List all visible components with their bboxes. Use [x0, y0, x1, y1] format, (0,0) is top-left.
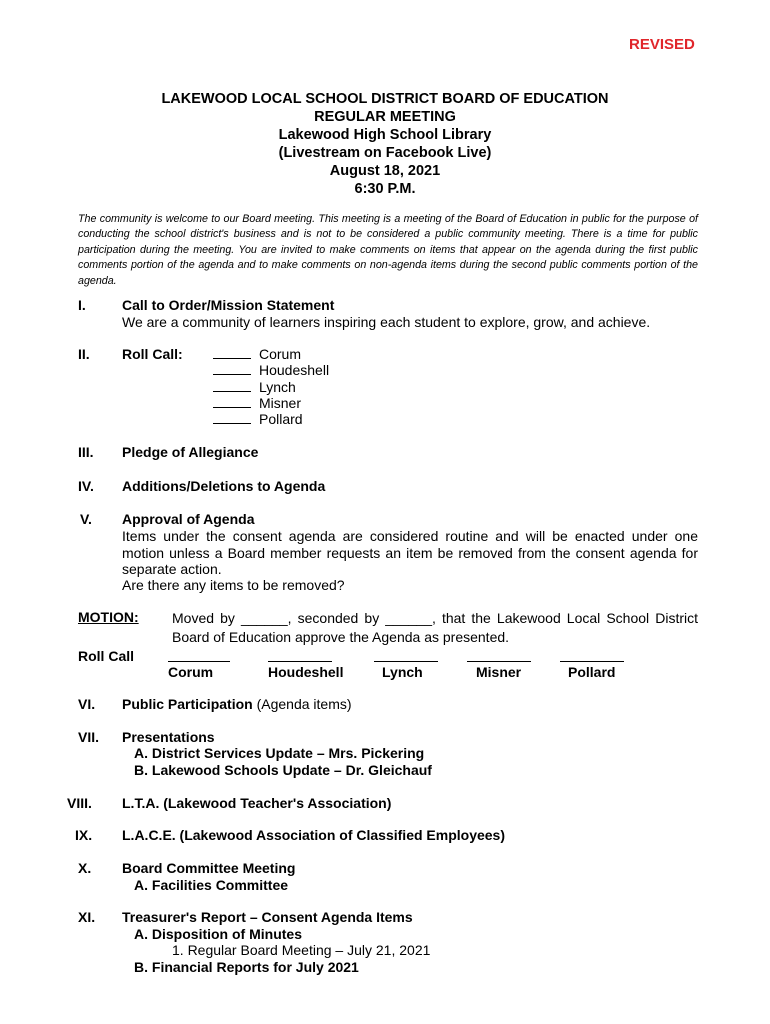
item-number: IV.: [78, 478, 94, 494]
roll-call-list: [213, 346, 329, 427]
vote-line[interactable]: [467, 661, 531, 662]
item-title: L.T.A. (Lakewood Teacher's Association): [122, 795, 392, 811]
header-date: August 18, 2021: [329, 163, 441, 179]
roll-call-vote-label: Roll Call: [78, 648, 135, 664]
document-header: [0, 90, 770, 198]
check-blank[interactable]: [213, 346, 251, 359]
vote-name: Misner: [476, 664, 522, 680]
item-title: Call to Order/Mission Statement: [122, 297, 335, 313]
item-title: Treasurer's Report – Consent Agenda Items: [122, 909, 413, 925]
header-time: 6:30 P.M.: [354, 181, 416, 197]
vote-name: Pollard: [568, 664, 616, 680]
item-number: III.: [78, 444, 94, 460]
roll-call-entry: Corum: [213, 346, 329, 362]
roll-call-entry: Lynch: [213, 379, 329, 395]
sub-item: B. Financial Reports for July 2021: [134, 959, 359, 975]
vote-line[interactable]: [268, 661, 332, 662]
sub-item: A. Facilities Committee: [134, 877, 289, 893]
item-number: V.: [80, 511, 92, 527]
item-title: Pledge of Allegiance: [122, 444, 259, 460]
vote-line[interactable]: [560, 661, 624, 662]
header-meeting-type: REGULAR MEETING: [314, 109, 456, 125]
check-blank[interactable]: [213, 395, 251, 408]
item-title: Board Committee Meeting: [122, 860, 296, 876]
item-number: II.: [78, 346, 90, 362]
roll-call-entry: Houdeshell: [213, 362, 329, 378]
item-title: Additions/Deletions to Agenda: [122, 478, 326, 494]
check-blank[interactable]: [213, 411, 251, 424]
item-title: Public Participation (Agenda items): [122, 696, 352, 712]
header-location: Lakewood High School Library: [278, 127, 492, 143]
vote-line[interactable]: [374, 661, 438, 662]
item-title: Approval of Agenda: [122, 511, 255, 527]
agenda-approval-text: Items under the consent agenda are considered routine and will be enacted under one motion unless a Board member requests an item be removed from the consent agenda for separate action.: [122, 528, 698, 577]
sub-item: A. District Services Update – Mrs. Pickering: [134, 745, 425, 761]
motion-label: MOTION:: [78, 609, 139, 625]
header-title: LAKEWOOD LOCAL SCHOOL DISTRICT BOARD OF EDUCATION: [161, 91, 609, 107]
vote-name: Lynch: [382, 664, 423, 680]
item-number: XI.: [78, 909, 96, 925]
revised-label: REVISED: [629, 36, 695, 53]
mission-statement: We are a community of learners inspiring each student to explore, grow, and achieve.: [122, 314, 651, 330]
item-number: X.: [78, 860, 92, 876]
roll-call-entry: Pollard: [213, 411, 329, 427]
item-number: VII.: [78, 729, 100, 745]
sub-item: B. Lakewood Schools Update – Dr. Gleichauf: [134, 762, 432, 778]
item-title: Presentations: [122, 729, 215, 745]
item-number: VI.: [78, 696, 96, 712]
header-livestream: (Livestream on Facebook Live): [278, 145, 492, 161]
check-blank[interactable]: [213, 379, 251, 392]
vote-name: Corum: [168, 664, 214, 680]
item-number: VIII.: [67, 795, 92, 811]
item-number: IX.: [75, 827, 93, 843]
intro-paragraph: The community is welcome to our Board meeting. This meeting is a meeting of the Board of Education in public for the purpose of conducting the school district's business and is not to be considered a public community meeting. There is a time for public participation during the meeting. You are invited to make comments on items that appear on the agenda during the first public comments portion of the agenda and to make comments on non-agenda items during the second public comments portion of the agenda.: [78, 213, 698, 287]
motion-text: Moved by ______, seconded by ______, that the Lakewood Local School District Board of Education approve the Agenda as presented.: [172, 610, 698, 645]
agenda-question: Are there any items to be removed?: [122, 577, 345, 593]
sub-item: A. Disposition of Minutes: [134, 926, 302, 942]
vote-name: Houdeshell: [268, 664, 344, 680]
item-title: Roll Call:: [122, 346, 183, 362]
sub-sub-item: 1. Regular Board Meeting – July 21, 2021: [172, 942, 431, 958]
item-title: L.A.C.E. (Lakewood Association of Classified Employees): [122, 827, 506, 843]
vote-line[interactable]: [168, 661, 230, 662]
roll-call-entry: Misner: [213, 395, 329, 411]
check-blank[interactable]: [213, 362, 251, 375]
item-number: I.: [78, 297, 86, 313]
